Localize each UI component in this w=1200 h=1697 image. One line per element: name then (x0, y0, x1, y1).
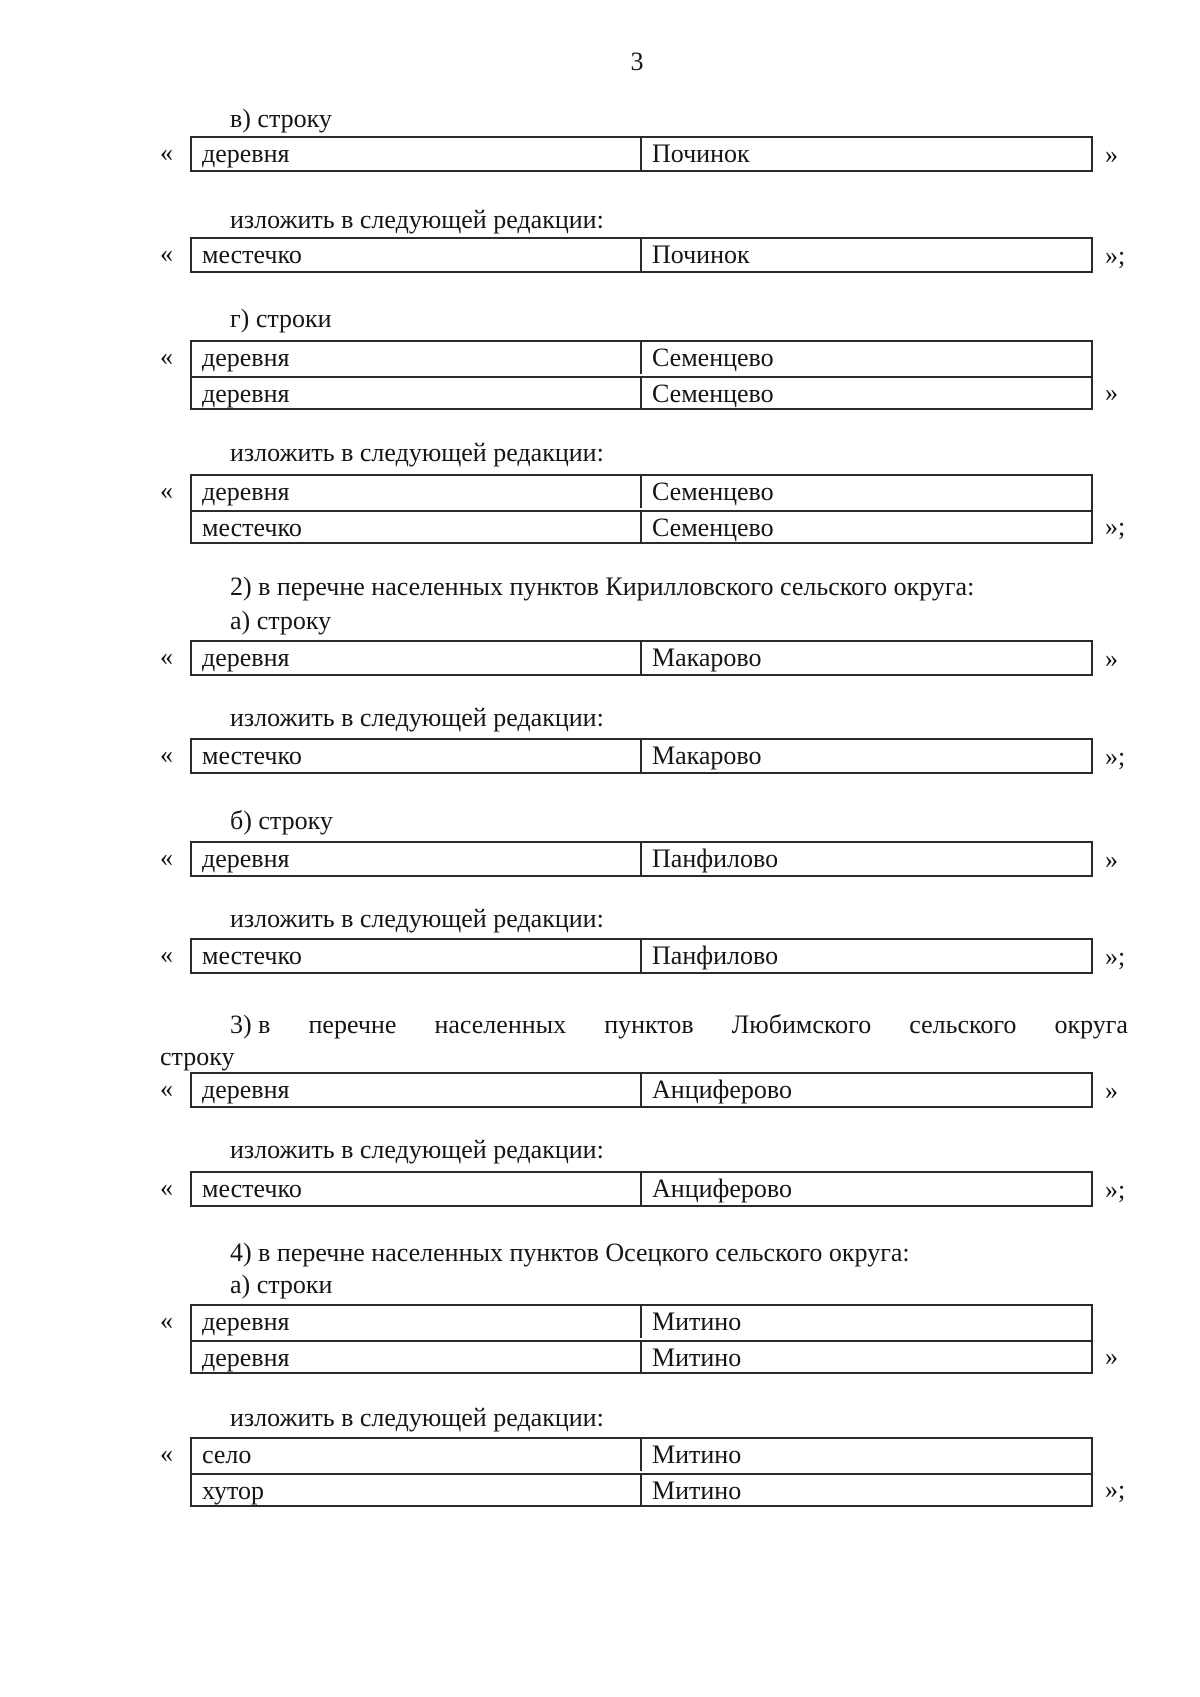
close-quote: »; (1105, 241, 1126, 270)
heading-word: округа (1054, 1010, 1128, 1039)
edit-instruction: изложить в следующей редакции: (230, 205, 604, 234)
settlement-type: деревня (202, 844, 290, 873)
heading-word: 3) в (230, 1010, 271, 1039)
table-row (192, 510, 1091, 544)
open-quote: « (160, 476, 173, 505)
settlement-name: Панфилово (640, 843, 1091, 875)
close-quote: » (1105, 845, 1118, 874)
heading-word: пунктов (604, 1010, 694, 1039)
table-row (192, 1074, 1091, 1106)
page-number: 3 (630, 47, 644, 76)
old-entry-table (190, 1072, 1093, 1108)
settlement-type: деревня (202, 643, 290, 672)
old-entry-table (190, 340, 1093, 410)
open-quote: « (160, 342, 173, 371)
close-quote: »; (1105, 512, 1126, 541)
heading-word: Любимского (731, 1010, 872, 1039)
settlement-type: деревня (202, 379, 290, 408)
close-quote: »; (1105, 742, 1126, 771)
settlement-name: Панфилово (640, 940, 1091, 972)
edit-instruction: изложить в следующей редакции: (230, 703, 604, 732)
settlement-type: деревня (202, 139, 290, 168)
heading-word: перечне (308, 1010, 397, 1039)
settlement-name: Макарово (640, 642, 1091, 674)
edit-instruction: изложить в следующей редакции: (230, 1403, 604, 1432)
item-label: б) строку (230, 806, 333, 835)
settlement-name: Семенцево (640, 342, 1091, 374)
item-label: г) строки (230, 304, 332, 333)
table-row (192, 1473, 1091, 1507)
new-entry-table (190, 474, 1093, 544)
old-entry-table (190, 1304, 1093, 1374)
table-row (192, 740, 1091, 772)
settlement-name: Митино (640, 1342, 1091, 1374)
settlement-type: местечко (202, 741, 302, 770)
settlement-type: деревня (202, 343, 290, 372)
settlement-type: местечко (202, 513, 302, 542)
settlement-type: хутор (202, 1476, 265, 1505)
new-entry-table (190, 1437, 1093, 1507)
settlement-type: местечко (202, 941, 302, 970)
settlement-name: Митино (640, 1439, 1091, 1471)
settlement-type: село (202, 1440, 252, 1469)
new-entry-table (190, 938, 1093, 974)
old-entry-table (190, 640, 1093, 676)
open-quote: « (160, 1306, 173, 1335)
old-entry-table (190, 841, 1093, 877)
open-quote: « (160, 843, 173, 872)
close-quote: »; (1105, 1175, 1126, 1204)
settlement-name: Митино (640, 1306, 1091, 1338)
table-row (192, 239, 1091, 271)
settlement-name: Анциферово (640, 1173, 1091, 1205)
section-heading (230, 1012, 1128, 1038)
settlement-name: Анциферово (640, 1074, 1091, 1106)
edit-instruction: изложить в следующей редакции: (230, 1135, 604, 1164)
open-quote: « (160, 1173, 173, 1202)
edit-instruction: изложить в следующей редакции: (230, 438, 604, 467)
new-entry-table (190, 237, 1093, 273)
settlement-name: Макарово (640, 740, 1091, 772)
open-quote: « (160, 239, 173, 268)
settlement-type: деревня (202, 1075, 290, 1104)
settlement-type: местечко (202, 1174, 302, 1203)
heading-word: сельского (909, 1010, 1017, 1039)
heading-word: населенных (434, 1010, 567, 1039)
table-row (192, 138, 1091, 170)
settlement-name: Семенцево (640, 512, 1091, 544)
table-row (192, 1340, 1091, 1374)
table-row (192, 843, 1091, 875)
settlement-type: деревня (202, 1307, 290, 1336)
item-label: в) строку (230, 104, 332, 133)
open-quote: « (160, 1074, 173, 1103)
table-row (192, 376, 1091, 410)
table-row (192, 342, 1091, 374)
close-quote: » (1105, 1076, 1118, 1105)
new-entry-table (190, 1171, 1093, 1207)
settlement-name: Починок (640, 138, 1091, 170)
section-heading: 4) в перечне населенных пунктов Осецкого сельского округа: (230, 1238, 910, 1267)
table-row (192, 940, 1091, 972)
section-heading-continuation: строку (160, 1042, 235, 1071)
settlement-type: деревня (202, 477, 290, 506)
close-quote: » (1105, 140, 1118, 169)
open-quote: « (160, 940, 173, 969)
table-row (192, 642, 1091, 674)
table-row (192, 476, 1091, 508)
open-quote: « (160, 1439, 173, 1468)
section-heading: 2) в перечне населенных пунктов Кирилловского сельского округа: (230, 572, 975, 601)
close-quote: » (1105, 1342, 1118, 1371)
settlement-name: Семенцево (640, 476, 1091, 508)
edit-instruction: изложить в следующей редакции: (230, 904, 604, 933)
open-quote: « (160, 642, 173, 671)
settlement-name: Митино (640, 1475, 1091, 1507)
item-label: а) строки (230, 1270, 333, 1299)
table-row (192, 1306, 1091, 1338)
close-quote: »; (1105, 942, 1126, 971)
settlement-name: Починок (640, 239, 1091, 271)
open-quote: « (160, 138, 173, 167)
table-row (192, 1173, 1091, 1205)
table-row (192, 1439, 1091, 1471)
open-quote: « (160, 740, 173, 769)
new-entry-table (190, 738, 1093, 774)
close-quote: »; (1105, 1475, 1126, 1504)
settlement-name: Семенцево (640, 378, 1091, 410)
settlement-type: местечко (202, 240, 302, 269)
close-quote: » (1105, 644, 1118, 673)
settlement-type: деревня (202, 1343, 290, 1372)
old-entry-table (190, 136, 1093, 172)
close-quote: » (1105, 378, 1118, 407)
item-label: а) строку (230, 606, 332, 635)
